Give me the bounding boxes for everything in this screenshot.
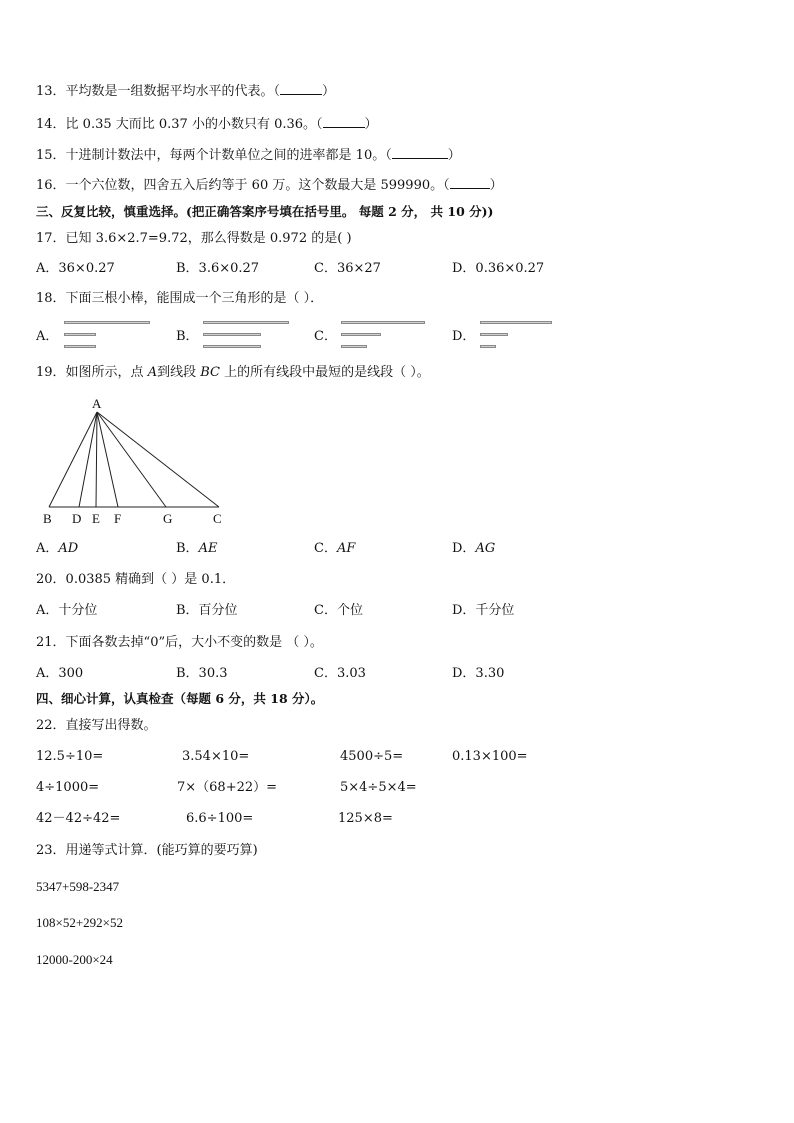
q18-option-c[interactable]: C．	[314, 329, 337, 344]
stick-b-short	[203, 345, 261, 348]
answer-blank[interactable]	[280, 82, 322, 95]
q19-option-d[interactable]: D．AG	[452, 541, 496, 556]
segment-ab	[49, 412, 97, 507]
q17-option-b[interactable]: B．3.6×0.27	[176, 261, 260, 276]
q20-option-d[interactable]: D．千分位	[452, 603, 515, 618]
point-label-c: C	[213, 511, 222, 526]
q21-option-d[interactable]: D．3.30	[452, 666, 505, 681]
stick-a-mid	[64, 333, 96, 336]
calc-item: 7×（68+22）=	[177, 780, 278, 795]
question-17: 17．已知 3.6×2.7=9.72，那么得数是 0.972 的是( )	[36, 231, 352, 246]
calc-item: 0.13×100=	[452, 749, 528, 764]
question-20: 20．0.0385 精确到（ ）是 0.1．	[36, 572, 236, 587]
q17-option-d[interactable]: D．0.36×0.27	[452, 261, 545, 276]
q20-option-c[interactable]: C．个位	[314, 603, 363, 618]
stick-c-long	[341, 321, 425, 324]
point-label-a: A	[92, 396, 102, 411]
q19-option-b[interactable]: B．AE	[176, 541, 218, 556]
calc-item: 4÷1000=	[36, 780, 100, 795]
q18-option-a[interactable]: A．	[36, 329, 59, 344]
calc-item: 12.5÷10=	[36, 749, 104, 764]
question-15-text: 15．十进制计数法中，每两个计数单位之间的进率都是 10。（	[36, 148, 392, 163]
question-13: 13．平均数是一组数据平均水平的代表。（ ）	[36, 84, 336, 99]
point-label-f: F	[114, 511, 122, 526]
answer-blank[interactable]	[392, 146, 448, 159]
expression-2: 108×52+292×52	[36, 915, 123, 930]
calc-item: 5×4÷5×4=	[340, 780, 417, 795]
question-23: 23．用递等式计算．(能巧算的要巧算)	[36, 843, 258, 858]
segment-ae	[96, 412, 97, 507]
answer-blank[interactable]	[323, 115, 365, 128]
segment-ad	[79, 412, 97, 507]
question-19: 19．如图所示，点 A到线段 BC 上的所有线段中最短的是线段（ ）。	[36, 365, 430, 380]
section-4-heading: 四、细心计算，认真检查（每题 6 分，共 18 分）。	[36, 691, 324, 706]
stick-a-short	[64, 345, 96, 348]
answer-blank[interactable]	[450, 176, 490, 189]
question-18: 18．下面三根小棒，能围成一个三角形的是（ ）．	[36, 291, 324, 306]
stick-a-long	[64, 321, 150, 324]
stick-c-mid	[341, 333, 381, 336]
point-label-d: D	[72, 511, 82, 526]
q21-option-c[interactable]: C．3.03	[314, 666, 366, 681]
stick-d-short	[480, 345, 496, 348]
triangle-figure	[30, 392, 270, 532]
question-22: 22．直接写出得数。	[36, 718, 157, 733]
stick-b-long	[203, 321, 289, 324]
section-3-heading: 三、反复比较，慎重选择。(把正确答案序号填在括号里。 每题 2 分， 共 10 分))	[36, 204, 494, 219]
calc-item: 125×8=	[338, 811, 393, 826]
stick-d-mid	[480, 333, 508, 336]
q18-option-b[interactable]: B．	[176, 329, 199, 344]
point-label-g: G	[163, 511, 173, 526]
point-label-e: E	[92, 511, 100, 526]
stick-c-short	[341, 345, 367, 348]
question-21: 21．下面各数去掉“0”后，大小不变的数是 （ ）。	[36, 635, 323, 650]
calc-item: 6.6÷100=	[186, 811, 254, 826]
stick-b-mid	[203, 333, 261, 336]
q21-option-a[interactable]: A．300	[36, 666, 84, 681]
q19-option-c[interactable]: C．AF	[314, 541, 356, 556]
q20-option-b[interactable]: B．百分位	[176, 603, 238, 618]
q21-option-b[interactable]: B．30.3	[176, 666, 228, 681]
q19-option-a[interactable]: A．AD	[36, 541, 79, 556]
q17-option-c[interactable]: C．36×27	[314, 261, 381, 276]
point-label-b: B	[43, 511, 52, 526]
question-15: 15．十进制计数法中，每两个计数单位之间的进率都是 10。（ ）	[36, 148, 461, 163]
question-14-text: 14．比 0.35 大而比 0.37 小的小数只有 0.36。（	[36, 117, 323, 132]
expression-1: 5347+598-2347	[36, 879, 120, 894]
stick-d-long	[480, 321, 552, 324]
question-16-text: 16．一个六位数，四舍五入后约等于 60 万。这个数最大是 599990。（	[36, 178, 450, 193]
expression-3: 12000-200×24	[36, 952, 113, 967]
question-14: 14．比 0.35 大而比 0.37 小的小数只有 0.36。（ ）	[36, 117, 378, 132]
question-16: 16．一个六位数，四舍五入后约等于 60 万。这个数最大是 599990。（ ）	[36, 178, 503, 193]
calc-item: 4500÷5=	[340, 749, 404, 764]
question-13-text: 13．平均数是一组数据平均水平的代表。（	[36, 84, 281, 99]
calc-item: 42－42÷42=	[36, 811, 121, 826]
q18-option-d[interactable]: D．	[452, 329, 476, 344]
calc-item: 3.54×10=	[182, 749, 250, 764]
q17-option-a[interactable]: A．36×0.27	[36, 261, 115, 276]
q20-option-a[interactable]: A．十分位	[36, 603, 98, 618]
